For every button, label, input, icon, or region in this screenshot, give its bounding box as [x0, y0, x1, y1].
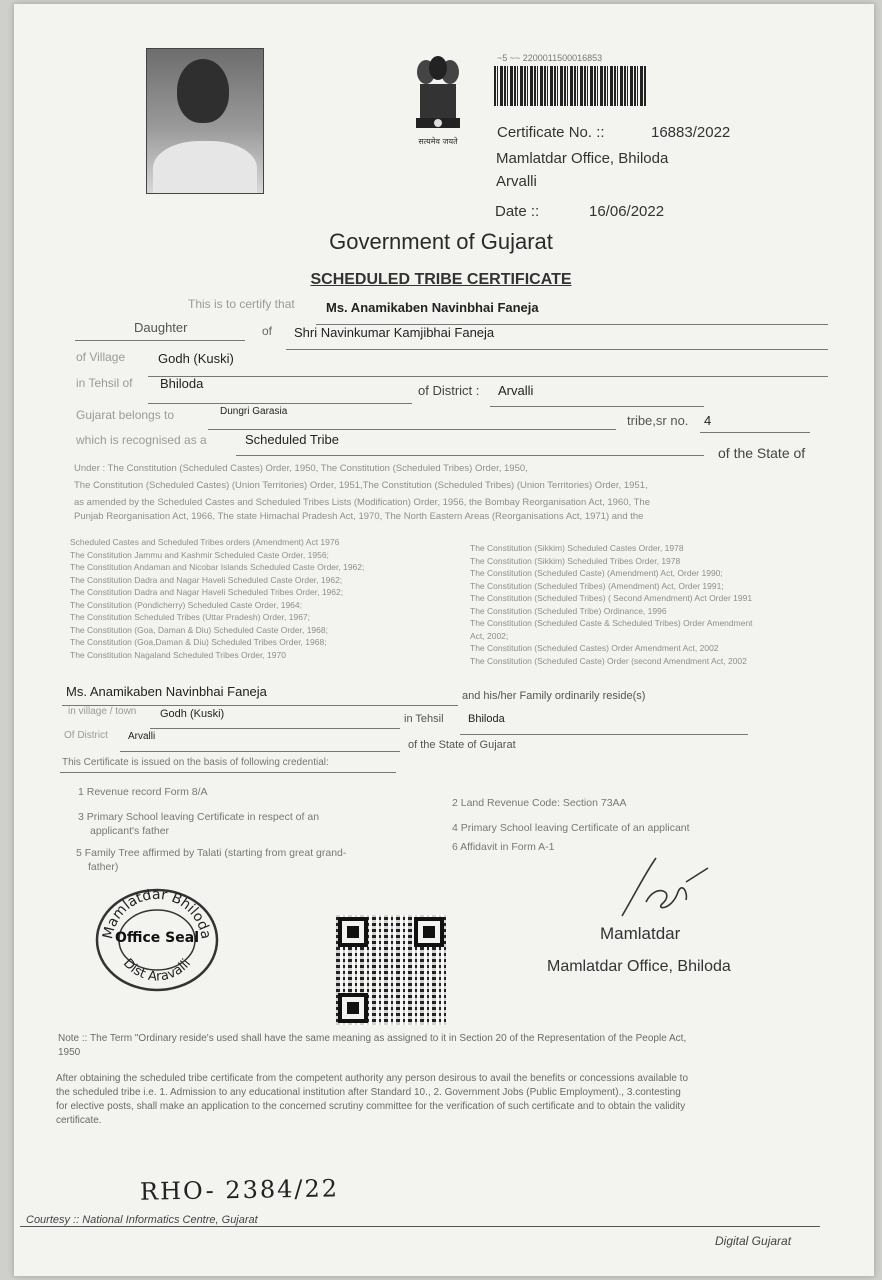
family-label: and his/her Family ordinarily reside(s) [462, 690, 646, 702]
date-value: 16/06/2022 [589, 203, 665, 220]
residence-village: Godh (Kuski) [160, 708, 225, 720]
residence-tehsil: Bhiloda [468, 713, 505, 725]
government-title: Government of Gujarat [329, 229, 553, 254]
office-seal-stamp [94, 884, 220, 992]
district-value: Arvalli [498, 383, 534, 398]
tehsil-value: Bhiloda [160, 376, 204, 391]
footer-digital-gujarat: Digital Gujarat [715, 1234, 792, 1248]
tribe-name: Dungri Garasia [220, 406, 288, 417]
residence-tehsil-label: in Tehsil [404, 713, 444, 725]
certificate-no: 16883/2022 [651, 124, 731, 141]
residence-district: Arvalli [128, 731, 156, 742]
residence-state: of the State of Gujarat [408, 739, 516, 751]
credential-1: 1 Revenue record Form 8/A [78, 786, 208, 798]
mamlatdar-signature [616, 852, 712, 922]
credential-6: 6 Affidavit in Form A-1 [452, 841, 555, 853]
svg-text:Dist Aravalli: Dist Aravalli [119, 955, 195, 985]
state-emblem-icon [406, 52, 470, 150]
credential-5: 5 Family Tree affirmed by Talati (starting from great grand- father) [76, 847, 347, 873]
orders-intro: Under : The Constitution (Scheduled Castes) Order, 1950, The Constitution (Scheduled Tribes) Order, 1950, The Constitution (Scheduled Castes) (Union Territories) Order, 1951,The Constitution (Scheduled Tribes) (Union Territories) Order, 1951, as amended by the Scheduled Castes and Scheduled Tribes Lists (Modification) Order, 1956, the Bombay Reorganisation Act, 1960, The Punjab Reorganisation Act, 1966, The state Himachal Pradesh Act, 1970, The North Eastern Areas (Reorganisations Act, 1971) and the [74, 463, 650, 522]
certify-label: This is to certify that [188, 297, 295, 311]
relation: Daughter [134, 320, 188, 335]
district-label: of District : [418, 383, 480, 398]
applicant-photo [146, 48, 264, 194]
barcode [494, 66, 646, 106]
barcode-number: ~5 ~~ 2200011500016853 [497, 53, 603, 63]
instructions: After obtaining the scheduled tribe certificate from the competent authority any person desirous to avail the benefits or concessions available to the scheduled tribe i.e. 1. Admission to any educational institution after Standard 10., 2. Government Jobs (Public Employment)., 3.contesting for elective posts, shall make an application to the concerned scrutiny committee for the verification of such certificate and to obtain the validity certificate. [56, 1073, 689, 1126]
village-value: Godh (Kuski) [158, 351, 234, 366]
header-office: Mamlatdar Office, Bhiloda [496, 150, 669, 167]
credential-2: 2 Land Revenue Code: Section 73AA [452, 797, 627, 809]
recognised-value: Scheduled Tribe [245, 432, 339, 447]
signature-title: Mamlatdar [600, 924, 681, 943]
svg-text:Mamlatdar Bhiloda: Mamlatdar Bhiloda [100, 886, 214, 941]
credential-3: 3 Primary School leaving Certificate in respect of an applicant's father [78, 811, 320, 837]
credential-4: 4 Primary School leaving Certificate of an applicant [452, 822, 690, 834]
certificate-no-label: Certificate No. :: [497, 124, 605, 141]
of-label: of [262, 324, 273, 338]
recognised-label: which is recognised as a [76, 433, 207, 447]
residence-village-label: in village / town [68, 706, 137, 717]
date-label: Date :: [495, 203, 540, 220]
village-label: of Village [76, 350, 126, 364]
verification-qr-code[interactable] [336, 915, 446, 1025]
header-district: Arvalli [496, 173, 537, 190]
applicant-name: Ms. Anamikaben Navinbhai Faneja [326, 300, 539, 315]
signature-office: Mamlatdar Office, Bhiloda [547, 958, 731, 975]
basis-label: This Certificate is issued on the basis of following credential: [62, 757, 329, 768]
svg-text:सत्यमेव जयते: सत्यमेव जयते [418, 137, 458, 146]
belongs-label: Gujarat belongs to [76, 408, 175, 422]
father-name: Shri Navinkumar Kamjibhai Faneja [294, 325, 495, 340]
note: Note :: The Term "Ordinary reside's used shall have the same meaning as assigned to it in Section 20 of the Representation of the People Act, 1950 [58, 1033, 687, 1058]
footer-courtesy: Courtesy :: National Informatics Centre, Gujarat [26, 1214, 258, 1226]
residence-district-label: Of District [64, 730, 108, 741]
orders-left: Scheduled Castes and Scheduled Tribes orders (Amendment) Act 1976 The Constitution Jammu and Kashmir Scheduled Caste Order, 1956; The Constitution Andaman and Nicobar Islands Scheduled Caste Order, 1962; The Constitution Dadra and Nagar Haveli Scheduled Caste Order, 1962; The Constitution Dadra and Nagar Haveli Scheduled Tribes Order, 1962; The Constitution (Pondicherry) Scheduled Caste Order, 1964; The Constitution Scheduled Tribes (Uttar Pradesh) Order, 1967; The Constitution (Goa, Daman & Diu) Scheduled Caste Order, 1968; The Constitution (Goa,Daman & Diu) Scheduled Tribes Order, 1968; The Constitution Nagaland Scheduled Tribes Order, 1970 [70, 537, 365, 660]
orders-right: The Constitution (Sikkim) Scheduled Castes Order, 1978 The Constitution (Sikkim) Scheduled Tribes Order, 1978 The Constitution (Scheduled Caste) (Amendment) Act, Order 1990; The Constitution (Scheduled Tribes) (Amendment) Act, Order 1991; The Constitution (Scheduled Tribes) ( Second Amendment) Act Order 1991 The Constitution (Scheduled Tribe) Ordinance, 1996 The Constitution (Scheduled Caste & Scheduled Tribes) Order Amendment Act, 2002; The Constitution (Scheduled Castes) Order Amendment Act, 2002 The Constitution (Scheduled Caste) Order (second Amendment Act, 2002 [470, 543, 753, 666]
residence-name: Ms. Anamikaben Navinbhai Faneja [66, 684, 267, 699]
tribe-sr-label: tribe,sr no. [627, 413, 689, 428]
handwritten-reference: RHO- 2384/22 [139, 1174, 340, 1206]
certificate-title: SCHEDULED TRIBE CERTIFICATE [310, 271, 572, 288]
svg-text:Office Seal: Office Seal [114, 930, 200, 946]
state-of-label: of the State of [718, 445, 806, 461]
tribe-sr-value: 4 [704, 413, 712, 428]
tehsil-label: in Tehsil of [76, 376, 133, 390]
